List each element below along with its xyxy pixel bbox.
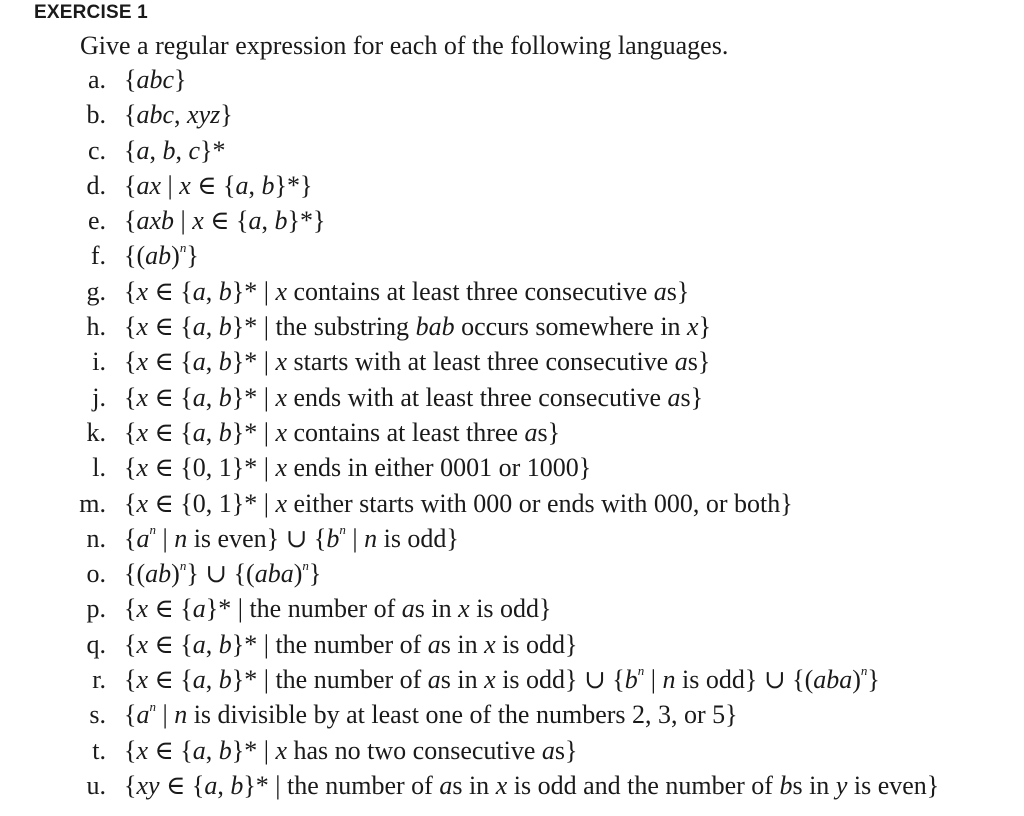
- exercise-item: [0, 486, 1024, 521]
- exercise-item-list: [0, 62, 1024, 803]
- exercise-item: [0, 133, 1024, 168]
- exercise-item-expression: {x ∈ {a, b}* | the number of as in x is odd} ∪ {$b^n$ | n is odd} ∪ {(aba)$^n$}: [124, 663, 880, 695]
- exercise-item: [0, 97, 1024, 132]
- exercise-item: [0, 274, 1024, 309]
- exercise-item: [0, 733, 1024, 768]
- exercise-item: [0, 168, 1024, 203]
- exercise-item-label: t.: [92, 735, 106, 765]
- exercise-item-label: r.: [92, 665, 106, 695]
- exercise-item-expression: {abc}: [124, 65, 187, 94]
- exercise-item-label: j.: [92, 382, 106, 412]
- exercise-item-expression: {axb | x ∈ {a, b}*}: [124, 206, 326, 236]
- exercise-item-expression: {x ∈ {a}* | the number of as in x is odd}: [124, 594, 552, 624]
- exercise-item-label: c.: [87, 135, 106, 165]
- exercise-item-label: o.: [86, 559, 106, 589]
- exercise-item-label: p.: [86, 594, 106, 624]
- exercise-item: [0, 62, 1024, 97]
- exercise-heading: EXERCISE 1: [34, 2, 148, 23]
- exercise-item: [0, 697, 1024, 732]
- exercise-item: [0, 415, 1024, 450]
- exercise-item: [0, 450, 1024, 485]
- exercise-item: [0, 627, 1024, 662]
- exercise-item-expression: {ax | x ∈ {a, b}*}: [124, 170, 313, 200]
- exercise-item-expression: {x ∈ {a, b}* | x contains at least three consecutive as}: [124, 276, 690, 306]
- exercise-item-label: u.: [86, 770, 106, 800]
- exercise-item-label: m.: [79, 488, 106, 518]
- exercise-item-label: a.: [87, 65, 106, 94]
- exercise-item-label: g.: [86, 276, 106, 306]
- exercise-item-expression: {x ∈ {a, b}* | x has no two consecutive as}: [124, 735, 578, 765]
- exercise-item: [0, 768, 1024, 803]
- exercise-item: [0, 380, 1024, 415]
- exercise-item-label: h.: [86, 312, 106, 342]
- exercise-item-expression: {(ab)$^n$} ∪ {(aba)$^n$}: [124, 557, 322, 589]
- exercise-item-expression: {x ∈ {a, b}* | x starts with at least three consecutive as}: [124, 347, 711, 377]
- exercise-item-expression: {x ∈ {a, b}* | x contains at least three as}: [124, 417, 561, 447]
- exercise-item-label: b.: [86, 100, 106, 130]
- exercise-item: [0, 238, 1024, 273]
- exercise-item-expression: {xy ∈ {a, b}* | the number of as in x is odd and the number of bs in y is even}: [124, 770, 940, 800]
- exercise-item-label: n.: [86, 523, 106, 553]
- exercise-item-expression: {x ∈ {0, 1}* | x ends in either 0001 or 1000}: [124, 453, 592, 483]
- exercise-item-expression: {x ∈ {a, b}* | the substring bab occurs somewhere in x}: [124, 312, 712, 342]
- exercise-item-expression: {x ∈ {a, b}* | the number of as in x is odd}: [124, 629, 578, 659]
- exercise-item: [0, 662, 1024, 697]
- exercise-item-label: k.: [86, 417, 106, 447]
- exercise-item-expression: {$a^n$ | n is even} ∪ {$b^n$ | n is odd}: [124, 522, 459, 553]
- exercise-instruction: Give a regular expression for each of the following languages.: [80, 31, 729, 60]
- exercise-item-expression: {a, b, c}*: [124, 135, 226, 165]
- exercise-item-expression: {(ab)$^n$}: [124, 239, 199, 271]
- exercise-item: [0, 309, 1024, 344]
- exercise-item-label: f.: [90, 241, 106, 271]
- exercise-item-expression: {x ∈ {0, 1}* | x either starts with 000 or ends with 000, or both}: [124, 488, 793, 518]
- exercise-item: [0, 521, 1024, 556]
- exercise-item: [0, 556, 1024, 591]
- exercise-item-label: i.: [92, 347, 106, 377]
- exercise-item-expression: {x ∈ {a, b}* | x ends with at least three consecutive as}: [124, 382, 704, 412]
- exercise-item: [0, 203, 1024, 238]
- exercise-item-label: d.: [86, 170, 106, 200]
- exercise-item-expression: {abc, xyz}: [124, 100, 233, 130]
- exercise-item-label: q.: [86, 629, 106, 659]
- exercise-item: [0, 591, 1024, 626]
- exercise-item-label: e.: [87, 206, 106, 236]
- exercise-item: [0, 344, 1024, 379]
- exercise-item-label: l.: [92, 453, 106, 483]
- exercise-item-expression: {$a^n$ | n is divisible by at least one of the numbers 2, 3, or 5}: [124, 698, 738, 730]
- exercise-item-label: s.: [89, 700, 106, 730]
